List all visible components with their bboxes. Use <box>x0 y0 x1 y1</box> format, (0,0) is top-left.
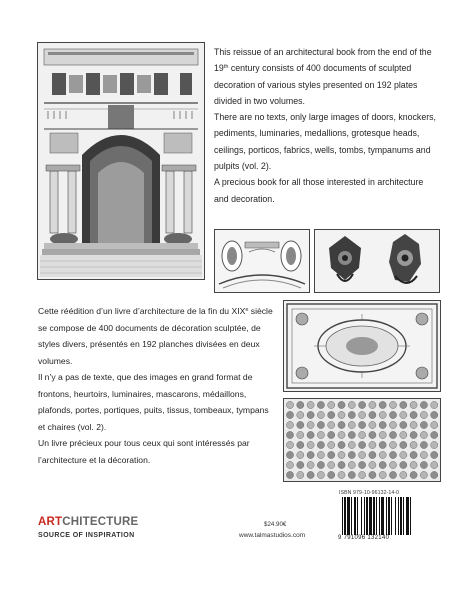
french-paragraph-1: Cette réédition d’un livre d’architecture de la fin du XIXe siècle se compose de 400 documents de décoration sculptée, de styles divers, présentés en 192 planches divisées en deux volumes. <box>38 306 273 366</box>
isbn-label: ISBN 979-10-96132-14-0 <box>339 490 400 496</box>
courtyard-engraving <box>37 42 205 280</box>
ceiling-engraving <box>283 300 441 392</box>
barcode <box>340 497 436 537</box>
pattern-engraving <box>283 398 441 482</box>
brand-accent: ART <box>38 516 63 528</box>
brand-tagline: SOURCE OF INSPIRATION <box>38 532 135 539</box>
french-paragraph-2: Il n’y a pas de texte, que des images en grand format de frontons, heurtoirs, luminaires, mascarons, médaillons, plafonds, portes, portiques, puits, tissus, tombeaux, tympans et chaires (vol. 2). <box>38 372 269 432</box>
french-description <box>38 303 274 468</box>
website-link[interactable]: www.talmastudios.com <box>239 532 306 539</box>
english-description <box>214 44 440 207</box>
english-paragraph-1: This reissue of an architectural book from the end of the 19th century consists of 400 documents of sculpted decoration of various styles presented on 192 plates divided in two volumes. <box>214 47 432 106</box>
barcode-number: 9 791096 132140 <box>338 535 390 541</box>
english-paragraph-3: A precious book for all those interested in architecture and decoration. <box>214 177 424 204</box>
knockers-engraving <box>314 229 440 293</box>
french-paragraph-3: Un livre précieux pour tous ceux qui sont intéressés par l’architecture et la décoration. <box>38 438 250 465</box>
english-paragraph-2: There are no texts, only large images of doors, knockers, pediments, luminaries, medallions, grotesque heads, ceilings, porticos, fabrics, wells, tombs, tympanums and pulpits (vol. 2). <box>214 112 436 172</box>
brand-rest: CHITECTURE <box>62 516 139 528</box>
price: $24.90€ <box>264 521 287 528</box>
brand-logo <box>38 516 138 528</box>
pattern-tiles <box>284 399 440 481</box>
ornament-engraving <box>214 229 310 293</box>
